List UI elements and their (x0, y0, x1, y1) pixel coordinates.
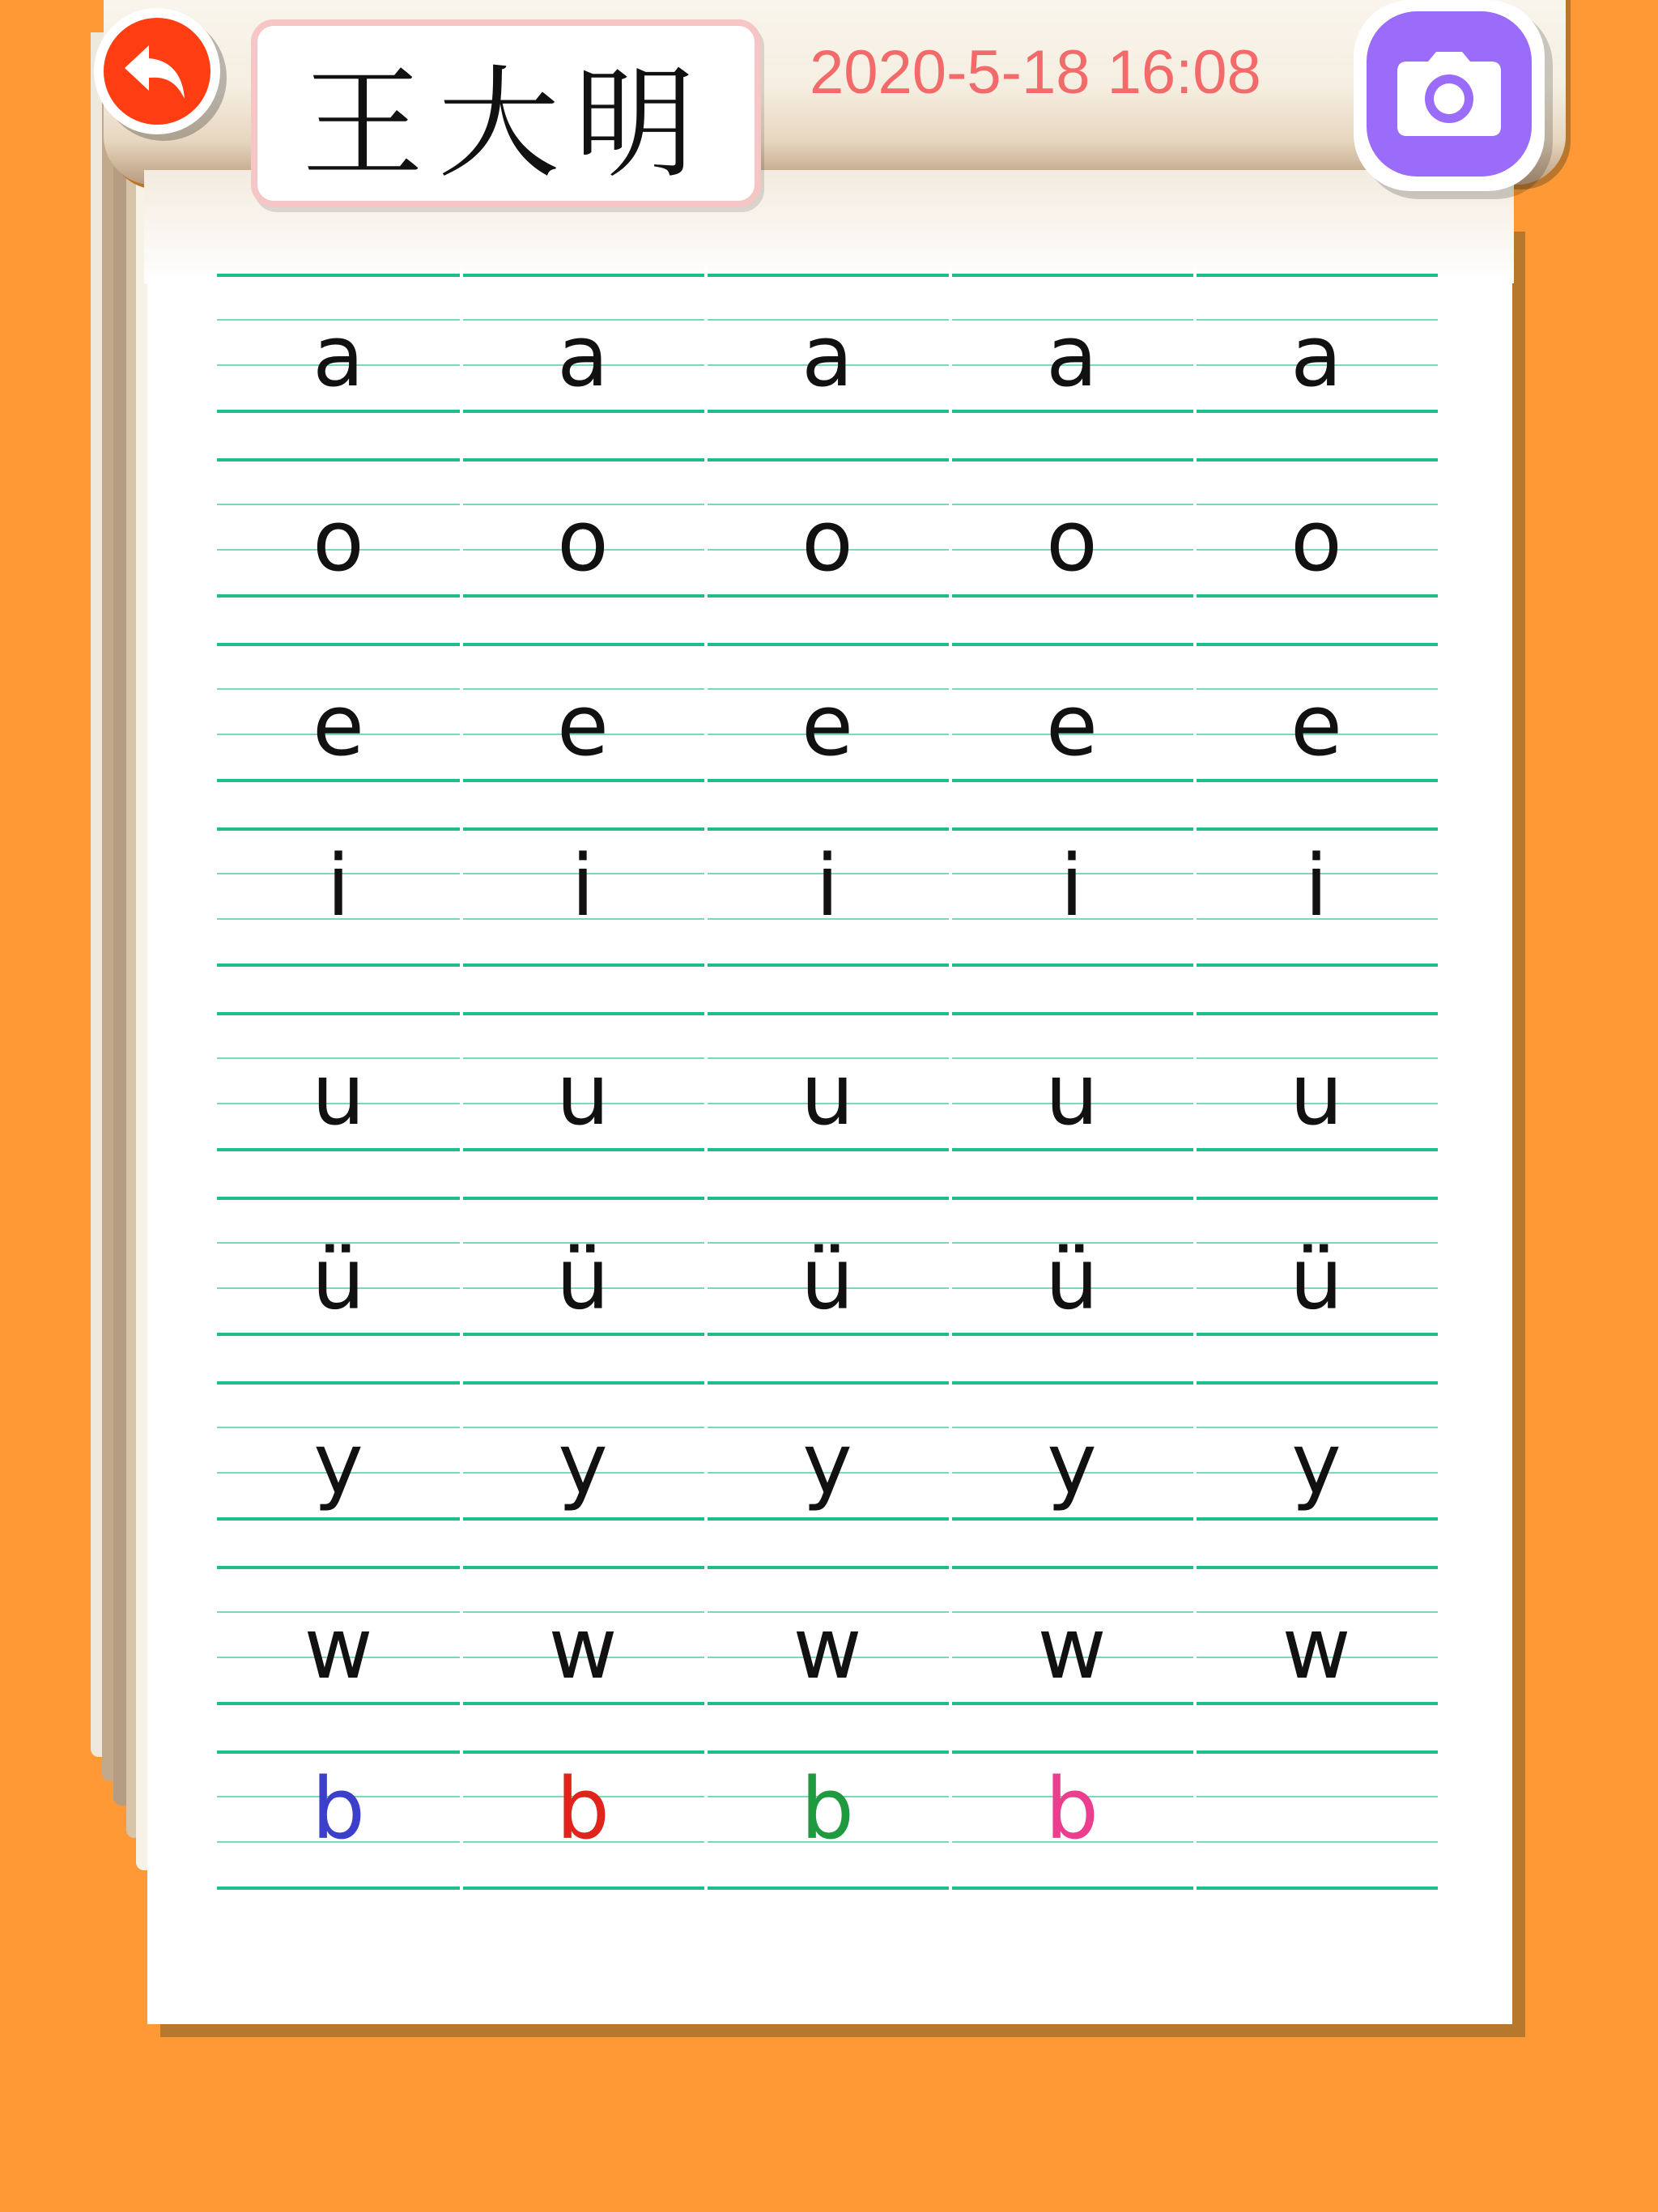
writing-cell[interactable]: e (312, 676, 364, 775)
guide-line (217, 274, 1438, 277)
writing-cell[interactable]: b (1044, 1759, 1099, 1858)
student-name-card (251, 19, 761, 207)
undo-arrow-icon (117, 31, 198, 112)
writing-cell[interactable]: b (555, 1759, 610, 1858)
writing-cell[interactable]: i (326, 836, 351, 935)
writing-cell[interactable]: w (793, 1599, 862, 1698)
writing-cell[interactable]: e (1290, 676, 1342, 775)
writing-row (217, 1559, 1438, 1744)
camera-icon (1396, 49, 1503, 138)
writing-cell[interactable]: i (1304, 836, 1329, 935)
writing-row (217, 1375, 1438, 1559)
writing-cell[interactable]: e (1046, 676, 1098, 775)
writing-row (217, 1006, 1438, 1190)
guide-line (217, 827, 1438, 831)
writing-cell[interactable]: i (1060, 836, 1084, 935)
guide-line (217, 643, 1438, 646)
writing-cell[interactable]: o (1290, 491, 1342, 590)
guide-line (217, 1566, 1438, 1569)
writing-cell[interactable]: u (801, 1045, 854, 1144)
guide-line (217, 458, 1438, 462)
writing-cell[interactable]: u (556, 1045, 610, 1144)
writing-cell[interactable]: ü (1045, 1230, 1099, 1329)
writing-cell[interactable]: a (1290, 307, 1342, 406)
writing-row (217, 1190, 1438, 1375)
writing-cell[interactable]: ü (1290, 1230, 1343, 1329)
writing-cell[interactable]: y (1291, 1414, 1341, 1513)
writing-row (217, 821, 1438, 1006)
writing-cell[interactable]: b (311, 1759, 365, 1858)
writing-cell[interactable]: b (800, 1759, 854, 1858)
writing-cell[interactable]: e (801, 676, 853, 775)
writing-cell[interactable]: w (548, 1599, 618, 1698)
writing-row (217, 452, 1438, 636)
writing-cell[interactable]: y (558, 1414, 608, 1513)
writing-cell[interactable]: ü (312, 1230, 365, 1329)
camera-button[interactable] (1354, 0, 1545, 191)
writing-cell[interactable]: ü (801, 1230, 854, 1329)
writing-cell[interactable]: i (571, 836, 595, 935)
writing-cell[interactable]: o (312, 491, 364, 590)
student-name: 王大明 (301, 54, 710, 195)
writing-cell[interactable]: a (557, 307, 609, 406)
pinyin-writing-grid (217, 267, 1438, 1929)
writing-cell[interactable]: w (1037, 1599, 1107, 1698)
writing-cell[interactable]: u (1045, 1045, 1099, 1144)
writing-cell[interactable]: o (801, 491, 853, 590)
writing-cell[interactable]: i (815, 836, 840, 935)
writing-cell[interactable]: w (1282, 1599, 1351, 1698)
writing-cell[interactable]: w (304, 1599, 373, 1698)
writing-cell[interactable]: ü (556, 1230, 610, 1329)
submission-timestamp: 2020-5-18 16:08 (810, 38, 1261, 107)
writing-cell[interactable]: a (801, 307, 853, 406)
guide-line (217, 1381, 1438, 1385)
guide-line (217, 1750, 1438, 1754)
writing-cell[interactable]: u (1290, 1045, 1343, 1144)
writing-row (217, 636, 1438, 821)
writing-cell[interactable]: o (557, 491, 609, 590)
writing-cell[interactable]: u (312, 1045, 365, 1144)
writing-cell[interactable]: e (557, 676, 609, 775)
writing-cell[interactable]: y (802, 1414, 852, 1513)
guide-line (217, 1197, 1438, 1200)
writing-cell[interactable]: y (313, 1414, 363, 1513)
writing-row (217, 267, 1438, 452)
writing-row (217, 1744, 1438, 1929)
back-button[interactable] (94, 8, 220, 134)
writing-cell[interactable]: a (1046, 307, 1098, 406)
writing-cell[interactable] (1195, 1760, 1438, 1898)
guide-line (217, 1012, 1438, 1015)
writing-cell[interactable]: a (312, 307, 364, 406)
writing-cell[interactable]: o (1046, 491, 1098, 590)
writing-cell[interactable]: y (1047, 1414, 1097, 1513)
